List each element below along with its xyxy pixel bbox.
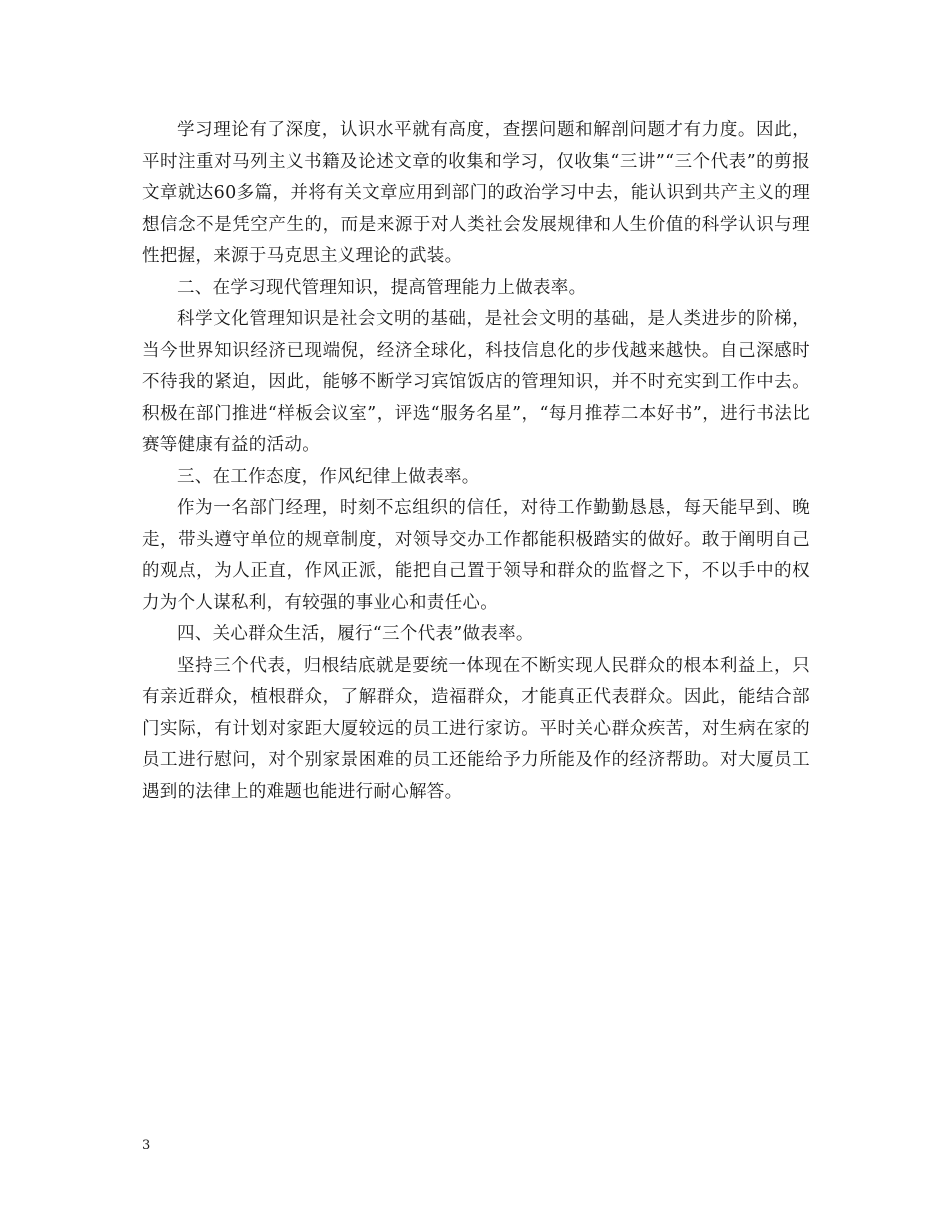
heading-care-for-masses: 四、关心群众生活，履行“三个代表”做表率。 [177,624,534,644]
paragraph-management-knowledge: 科学文化管理知识是社会文明的基础，是社会文明的基础，是人类进步的阶梯，当今世界知识经济已现端倪，经济全球化，科技信息化的步伐越来越快。自己深感时不待我的紧迫，因此，能够不断学习宾馆饭店的管理知识，并不时充实到工作中去。积极在部门推进“样板会议室”，评选“服务名星”，“每月推荐二本好书”，进行书法比赛等健康有益的活动。 [142,309,810,455]
paragraph-work-attitude: 作为一名部门经理，时刻不忘组织的信任，对待工作勤勤恳恳，每天能早到、晚走，带头遵守单位的规章制度，对领导交办工作都能积极踏实的做好。敢于阐明自己的观点，为人正直，作风正派，能把自己置于领导和群众的监督之下，不以手中的权力为个人谋私利，有较强的事业心和责任心。 [142,498,810,613]
paragraph-care-for-masses: 坚持三个代表，归根结底就是要统一体现在不断实现人民群众的根本利益上，只有亲近群众，植根群众，了解群众，造福群众，才能真正代表群众。因此，能结合部门实际，有计划对家距大厦较远的员工进行家访。平时关心群众疾苦，对生病在家的员工进行慰问，对个别家景困难的员工还能给予力所能及作的经济帮助。对大厦员工遇到的法律上的难题也能进行耐心解答。 [142,655,810,802]
heading-work-attitude: 三、在工作态度，作风纪律上做表率。 [177,466,480,487]
page-number: 3 [142,1138,151,1153]
paragraph-theory-study: 学习理论有了深度，认识水平就有高度，查摆问题和解剖问题才有力度。因此，平时注重对马列主义书籍及论述文章的收集和学习，仅收集“三讲”“三个代表”的剪报文章就达60多篇，并将有关文章应用到部门的政治学习中去，能认识到共产主义的理想信念不是凭空产生的，而是来源于对人类社会发展规律和人生价值的科学认识与理性把握，来源于马克思主义理论的武装。 [142,120,810,266]
document-body [142,115,810,808]
heading-management-knowledge: 二、在学习现代管理知识，提高管理能力上做表率。 [177,277,587,298]
